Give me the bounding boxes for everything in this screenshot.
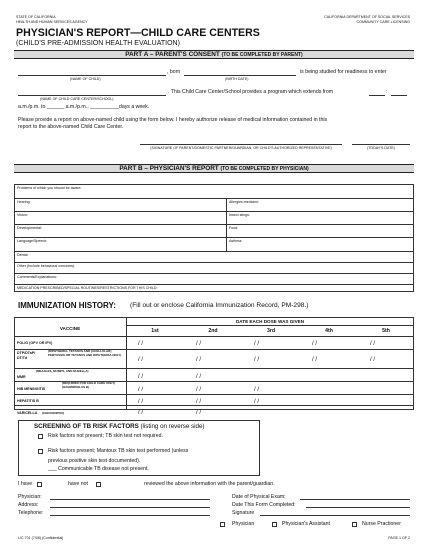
signature-caption: (SIGNATURE OF PARENT/DOMESTIC PARTNER/GUARDIAN, OR CHILD'S AUTHORIZED REPRESENTATIVE) xyxy=(150,146,332,150)
dose-date-6-1[interactable]: / / xyxy=(138,410,144,416)
center-name-caption: (NAME OF CHILD CARE CENTER/SCHOOL) xyxy=(40,97,114,101)
vaccine-header: VACCINE xyxy=(59,326,81,331)
i-have-label: I have xyxy=(18,481,33,487)
language-speech-field[interactable]: Language/Speech: xyxy=(17,239,48,243)
hearing-field[interactable]: Hearing: xyxy=(17,200,31,204)
other-field[interactable]: Other (Include behavioral concerns): xyxy=(17,264,76,268)
today-date-line[interactable] xyxy=(352,144,410,145)
exam-date-line[interactable] xyxy=(300,499,410,500)
physician-label: Physician: xyxy=(18,494,42,500)
comments-field[interactable]: Comments/Explanations: xyxy=(17,275,57,279)
dose-col-5: 5th xyxy=(382,328,390,334)
dose-date-2-1[interactable]: / / xyxy=(138,357,144,363)
dose-date-1-3[interactable]: / / xyxy=(254,341,260,347)
role-pa-checkbox[interactable] xyxy=(272,522,277,527)
consent-text-1: Please provide a report on above-named child using the form below. I hereby authorize release of medical information contained in this xyxy=(18,117,328,123)
immunization-note: (Fill out or enclose California Immunization Record, PM-298.) xyxy=(130,302,309,309)
dose-date-2-2[interactable]: / / xyxy=(196,357,202,363)
agency-line-1: STATE OF CALIFORNIA xyxy=(16,15,56,19)
role-pa-label: Physician's Assistant xyxy=(282,521,330,527)
reviewed-text: reviewed the above information with the parent/guardian. xyxy=(144,481,275,487)
insect-stings-field[interactable]: Insect stings: xyxy=(229,213,250,217)
birth-date-caption: (BIRTH DATE) xyxy=(225,77,249,81)
dose-col-1: 1st xyxy=(151,328,159,334)
problems-label: Problems of which you should be aware: xyxy=(17,186,82,190)
dose-date-1-1[interactable]: / / xyxy=(138,341,144,347)
physician-line[interactable] xyxy=(50,499,210,500)
tb-option-2a: Risk factors present; Mantoux TB skin test performed (unless xyxy=(48,448,189,454)
dose-date-2-3[interactable]: / / xyxy=(254,357,260,363)
address-label: Address: xyxy=(18,502,39,508)
role-physician-checkbox[interactable] xyxy=(220,522,225,527)
dose-date-1-2[interactable]: / / xyxy=(196,341,202,347)
form-id: LIC 701 (7/08) (Confidential) xyxy=(18,536,64,540)
form-title: PHYSICIAN'S REPORT—CHILD CARE CENTERS xyxy=(16,27,260,39)
signature-label: Signature xyxy=(232,510,255,516)
dose-date-4-2[interactable]: / / xyxy=(196,387,202,393)
page-number: PAGE 1 OF 2 xyxy=(388,536,410,540)
center-name-line[interactable] xyxy=(18,95,166,96)
role-physician-label: Physician xyxy=(232,521,255,527)
part-b-grid xyxy=(14,184,414,292)
grid-rule xyxy=(14,262,414,263)
tb-no-risk-checkbox[interactable] xyxy=(38,434,43,439)
dose-date-5-3[interactable]: / / xyxy=(254,399,260,405)
part-a-heading: PART A – PARENT'S CONSENT (TO BE COMPLETED BY PARENT) xyxy=(125,51,303,58)
form-date-line[interactable] xyxy=(306,507,410,508)
dose-date-5-1[interactable]: / / xyxy=(138,399,144,405)
vaccine-dtp: DTP/DTaP/ DT/Td xyxy=(17,351,36,360)
today-date-caption: (TODAY'S DATE) xyxy=(367,146,395,150)
table-rule xyxy=(14,405,414,406)
agency-line-2: HEALTH AND HUMAN SERVICES AGENCY xyxy=(16,20,88,24)
tb-heading: SCREENING OF TB RISK FACTORS (listing on reverse side) xyxy=(34,423,205,430)
studied-text: is being studied for readiness to enter xyxy=(300,69,387,75)
dose-date-1-4[interactable]: / / xyxy=(312,341,318,347)
time-colon: : xyxy=(386,89,388,95)
form-subtitle: (CHILD'S PRE-ADMISSION HEALTH EVALUATION) xyxy=(16,40,180,47)
dose-date-2-4[interactable]: / / xyxy=(312,357,318,363)
vaccine-hepatitis-b: HEPATITIS B xyxy=(17,399,39,403)
dose-col-3: 3rd xyxy=(266,328,276,334)
telephone-label: Telephone: xyxy=(18,510,44,516)
grid-rule xyxy=(14,211,414,212)
form-date-label: Date This Form Completed: xyxy=(232,502,296,508)
have-not-label: have not xyxy=(68,481,88,487)
dental-field[interactable]: Dental: xyxy=(17,253,29,257)
physician-signature-line[interactable] xyxy=(260,515,410,516)
vaccine-dtp-note: (DIPHTHERIA, TETANUS AND [ACELLULAR] PERTUSSIS OR TETANUS AND DIPHTHERIA ONLY) xyxy=(48,349,122,357)
department-line-2: COMMUNITY CARE LICENSING xyxy=(356,20,410,24)
tb-risk-present-checkbox[interactable] xyxy=(38,449,43,454)
born-label: , born xyxy=(167,69,181,75)
asthma-field[interactable]: Asthma: xyxy=(229,239,243,243)
dose-header: DATE EACH DOSE WAS GIVEN xyxy=(235,319,305,324)
vaccine-varicella-note: (CHICKENPOX) xyxy=(42,411,65,415)
dose-date-4-1[interactable]: / / xyxy=(138,387,144,393)
allergies-medicine-field[interactable]: Allergies:medicine: xyxy=(229,200,260,204)
vaccine-hib-note: (REQUIRED FOR CHILD CARE ONLY) (HAEMOPHILUS B) xyxy=(62,381,116,389)
grid-rule xyxy=(14,284,414,285)
dose-date-1-5[interactable]: / / xyxy=(370,341,376,347)
have-checkbox[interactable] xyxy=(37,482,42,487)
grid-rule xyxy=(14,273,414,274)
part-b-heading: PART B – PHYSICIAN'S REPORT (TO BE COMPLETED BY PHYSICIAN) xyxy=(119,165,309,172)
tb-option-1: Risk factors not present; TB skin test not required. xyxy=(48,433,163,439)
dose-col-2: 2nd xyxy=(208,328,218,334)
vaccine-hib: HIB MENINGITIS xyxy=(17,387,46,391)
food-field[interactable]: Food: xyxy=(229,226,239,230)
from-minute-line[interactable] xyxy=(391,95,407,96)
vaccine-varicella: VARICELLA xyxy=(17,411,38,415)
developmental-field[interactable]: Developmental: xyxy=(17,226,42,230)
table-rule xyxy=(14,336,414,337)
immunization-heading: IMMUNIZATION HISTORY: xyxy=(18,301,116,310)
table-rule xyxy=(14,394,414,395)
vision-field[interactable]: Vision: xyxy=(17,213,28,217)
table-rule xyxy=(126,325,414,326)
tb-option-2b: previous positive skin test documented). xyxy=(48,458,141,464)
vaccine-polio: POLIO (OPV OR IPV) xyxy=(17,341,53,345)
dose-date-4-3[interactable]: / / xyxy=(254,387,260,393)
vaccine-mmr-note: (MEASLES, MUMPS, AND RUBELLA) xyxy=(36,369,89,373)
provides-text: . This Child Care Center/School provides a program which extends from xyxy=(168,89,334,95)
exam-date-label: Date of Physical Exam: xyxy=(232,494,286,500)
birth-date-line[interactable] xyxy=(184,75,296,76)
role-np-label: Nurse Practioner xyxy=(362,521,401,527)
have-not-checkbox[interactable] xyxy=(96,482,101,487)
dose-date-3-2[interactable]: / / xyxy=(196,374,202,380)
child-name-caption: (NAME OF CHILD) xyxy=(70,77,101,81)
from-hour-line[interactable] xyxy=(369,95,385,96)
dose-col-4: 4th xyxy=(325,328,333,334)
grid-rule xyxy=(14,237,414,238)
vaccine-mmr: MMR xyxy=(17,375,26,379)
consent-text-2: report to the above-named Child Care Center. xyxy=(18,124,124,130)
address-line[interactable] xyxy=(50,507,210,508)
tb-option-2c: ___ Communicable TB disease not present. xyxy=(48,466,149,472)
medication-field[interactable]: MEDICATION PRESCRIBED/SPECIAL ROUTINES/RESTRICTIONS FOR THIS CHILD: xyxy=(17,286,158,290)
role-np-checkbox[interactable] xyxy=(352,522,357,527)
dose-date-6-2[interactable]: / / xyxy=(196,410,202,416)
child-name-line[interactable] xyxy=(18,75,166,76)
dose-date-5-2[interactable]: / / xyxy=(196,399,202,405)
parent-signature-line[interactable] xyxy=(140,144,342,145)
grid-rule xyxy=(14,198,414,199)
grid-rule xyxy=(14,224,414,225)
hours-line: a.m./p.m. to ______ a.m./p.m., __________days a week. xyxy=(18,104,150,110)
department-line-1: CALIFORNIA DEPARTMENT OF SOCIAL SERVICES xyxy=(324,15,410,19)
dose-date-3-1[interactable]: / / xyxy=(138,374,144,380)
dose-date-2-5[interactable]: / / xyxy=(370,357,376,363)
telephone-line[interactable] xyxy=(50,515,210,516)
grid-rule xyxy=(14,251,414,252)
